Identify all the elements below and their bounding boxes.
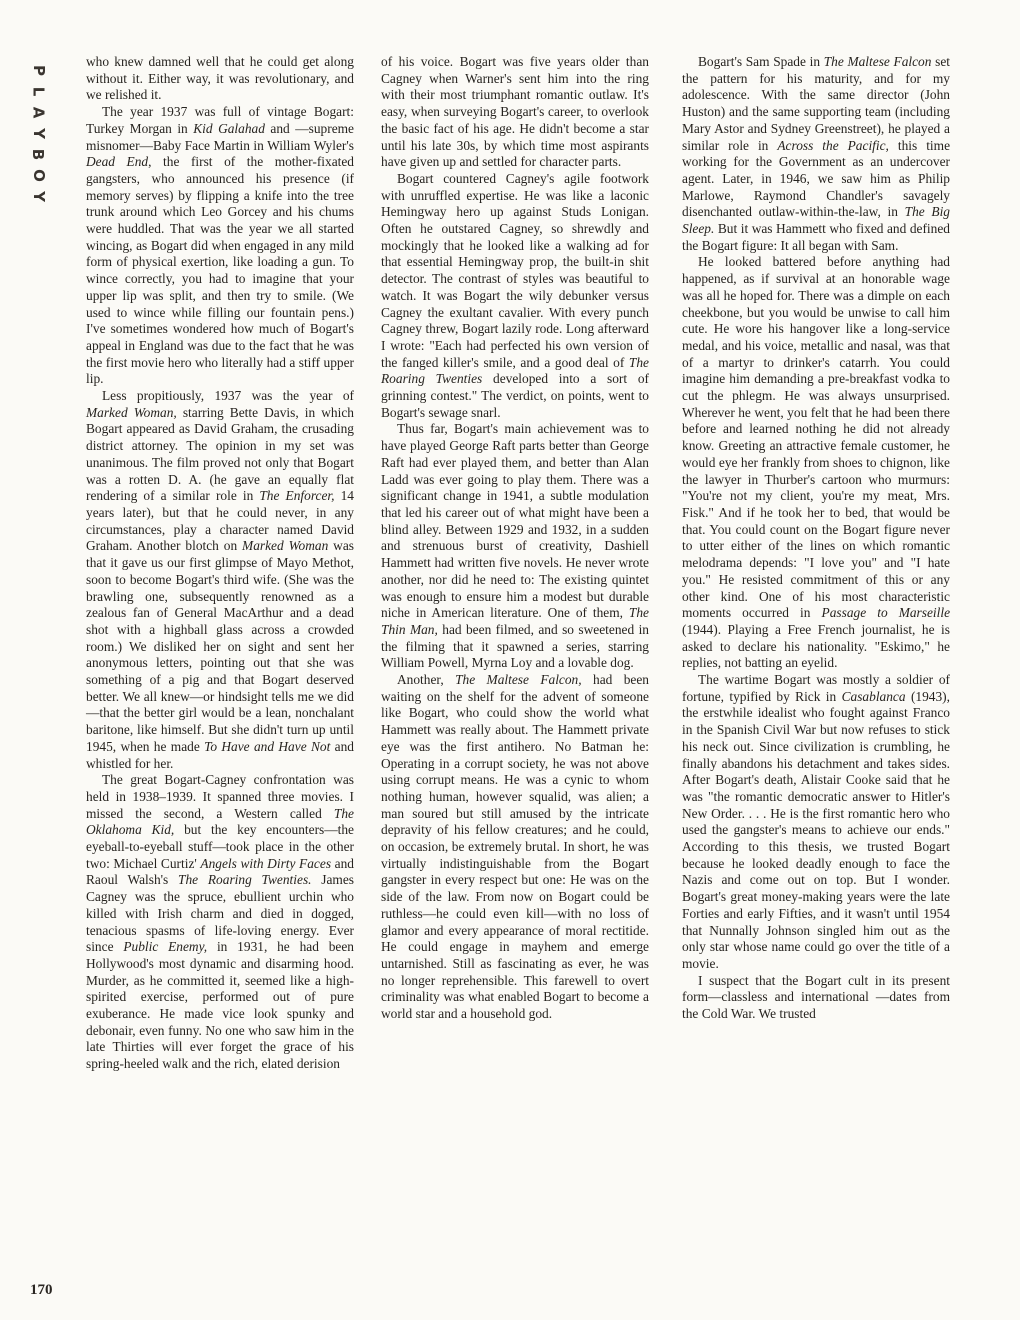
article-paragraph: The wartime Bogart was mostly a soldier of fortune, typified by Rick in Casablanca (1943), the erstwhile idealist who fought against Franco in the Spanish Civil War but now refuses to stick his neck out. Since civilization is crumbling, he finally abandons his detachment and takes sides. After Bogart's death, Alistair Cooke said that he was "the romantic democratic answer to Hitler's New Order. . . . He is the first romantic hero who used the gangster's means to achieve our ends." According to this thesis, we trusted Bogart because he looked deadly enough to face the Nazis and come out on top. But I wonder. Bogart's great money-making years were the late Forties and early Fifties, and it wasn't until 1954 that Nunnally Johnson singled him out as the only star whose name could go over the title of a movie. (682, 672, 950, 971)
article-paragraph: The year 1937 was full of vintage Bogart: Turkey Morgan in Kid Galahad and —supreme misnomer—Baby Face Martin in William Wyler's Dead End, the first of the mother-fixated gangsters, who announced his presence (if memory serves) by flipping a knife into the tree trunk around which Leo Gorcey and his chums were huddled. That was the year we all started wincing, as Bogart did when engaged in any mild form of physical exertion, like loading a gun. To wince correctly, you had to imagine that your upper lip was split, and then try to smile. (We used to wince while filling our fountain pens.) I've sometimes wondered how much of Bogart's appeal in England was due to the fact that he was the first movie hero who literally had a stiff upper lip. (86, 104, 354, 387)
text-column-3 (682, 54, 950, 1023)
text-column-2 (381, 54, 649, 1023)
masthead-letter: A (29, 106, 48, 119)
article-paragraph: Bogart's Sam Spade in The Maltese Falcon set the pattern for his maturity, and for my adolescence. With the same director (John Huston) and the same supporting team (including Mary Astor and Sydney Greenstreet), he played a similar role in Across the Pacific, this time working for the Government as an undercover agent. Later, in 1946, we saw him as Philip Marlowe, Raymond Chandler's savagely disenchanted outlaw-within-the-law, in The Big Sleep. But it was Hammett who fixed and defined the Bogart figure: It all began with Sam. (682, 54, 951, 253)
article-paragraph: Thus far, Bogart's main achievement was to have played George Raft parts better than George Raft had ever played them, and better than Alan Ladd was ever going to play them. There was a significant change in 1941, a subtle modulation that led his career out of what might have been a blind alley. Between 1929 and 1932, in a sudden and strenuous burst of creativity, Dashiell Hammett had written five novels. He never wrote another, nor did he need to: The existing quintet was enough to ensure him a modest but durable niche in American literature. One of them, The Thin Man, had been filmed, and so sweetened in the filming that it spawned a series, starring William Powell, Myrna Loy and a lovable dog. (381, 421, 649, 671)
article-paragraph: Less propitiously, 1937 was the year of Marked Woman, starring Bette Davis, in which Bogart appeared as David Graham, the crusading district attorney. The opinion in my set was unanimous. The film proved not only that Bogart was a rotten D. A. (he gave an equally flat rendering of a similar role in The Enforcer, 14 years later), but that he could never, in any circumstances, play a character named David Graham. Another blotch on Marked Woman was that it gave us our first glimpse of Mayo Methot, soon to become Bogart's third wife. (She was the brawling one, subsequently renowned as a zealous fan of General MacArthur and a dead shot with a highball glass across a crowded room.) We disliked her on sight and sent her anonymous letters, pointing out that she was something of a pig and that Bogart deserved better. We all knew—or hindsight tells me we did—that the better girl would be a lean, nonchalant baritone, like himself. But she didn't turn up until 1945, when he made To Have and Have Not and whistled for her. (86, 388, 354, 771)
magazine-masthead (26, 60, 50, 207)
article-paragraph: who knew damned well that he could get along without it. Either way, it was revolutionary, and we relished it. (86, 54, 354, 103)
article-paragraph: The great Bogart-Cagney confrontation was held in 1938–1939. It spanned three movies. I missed the second, a Western called The Oklahoma Kid, but the key encounters—the eyeball-to-eyeball stuff—took place in the other two: Michael Curtiz' Angels with Dirty Faces and Raoul Walsh's The Roaring Twenties. James Cagney was the spruce, ebullient urchin who killed with Irish charm and died in dogged, tenacious spasms of life-loving energy. Ever since Public Enemy, in 1931, he had been Hollywood's most dynamic and disarming hood. Murder, as he committed it, seemed like a high-spirited exercise, performed out of pure exuberance. He made vice look spunky and debonair, even funny. No one who saw him in the late Thirties will ever forget the grace of his spring-heeled walk and the rich, elated derision (86, 772, 355, 1072)
masthead-letter: P (29, 65, 48, 76)
article-paragraph: I suspect that the Bogart cult in its present form—classless and international —dates from the Cold War. We trusted (682, 972, 950, 1022)
article-paragraph: Another, The Maltese Falcon, had been waiting on the shelf for the advent of someone like Bogart, who could show the world what Hammett was really about. The Hammett private eye was the first antihero. No Batman he: Operating in a corrupt society, he was not above using corrupt means. He was a cynic to whom nothing human, however squalid, was alien; a man soured but still amused by the intricate depravity of his fellow creatures; and he could, on occasion, be extremely brutal. In short, he was virtually indistinguishable from the Bogart gangster in every respect but one: He was on the side of the law. From now on Bogart could be ruthless—he could even kill—with no loss of glamor and every appearance of moral rectitide. He could engage in mayhem and emerge untarnished. Still as fascinating as ever, he was no longer reprehensible. This farewell to overt criminality was what enabled Bogart to become a world star and a household god. (381, 672, 649, 1022)
text-column-1 (86, 54, 354, 1073)
page-number: 170 (30, 1282, 53, 1298)
masthead-letter: B (29, 148, 48, 161)
masthead-letter: Y (29, 128, 48, 139)
article-paragraph: of his voice. Bogart was five years older than Cagney when Warner's sent him into the ring with their most triumphant romantic outlaw. It's easy, when surveying Bogart's career, to overlook the basic fact of his age. He didn't become a star until his late 30s, by which time most aspirants have given up and settled for character parts. (381, 54, 649, 170)
masthead-letter: O (29, 169, 48, 182)
masthead-letter: Y (29, 191, 48, 202)
masthead-letter: L (29, 86, 48, 97)
article-paragraph: He looked battered before anything had happened, as if survival at an honorable wage was all he hoped for. There was a dimple on each cheekbone, but you would be unwise to call him cute. He wore his hangover like a long-service medal, and his voice, metallic and nasal, was that of a martyr to drinker's catarrh. You could imagine him demanding a pre-breakfast vodka to cut the phlegm. He was always unsurprised. Wherever he went, you felt that he had been there before and learned nothing he did not already know. Greeting an attractive female customer, he would eye her frankly from shoes to chignon, like the lawyer in Thurber's cartoon who murmurs: "You're not my client, you're my meat, Mrs. Fisk." And if he took her to bed, that would be that. You could count on the Bogart figure never to utter either of the lines on which romantic melodrama depends: "I love you" and "I hate you." He resisted commitment of this or any other kind. One of his most characteristic moments occurred in Passage to Marseille (1944). Playing a Free French journalist, he is asked to declare his nationality. "Eskimo," he replies, not batting an eyelid. (682, 254, 951, 671)
article-paragraph: Bogart countered Cagney's agile footwork with unruffled expertise. He was like a laconic Hemingway hero up against Studs Lonigan. Often he outstared Cagney, so shrewdly and mockingly that he looked like a walking ad for that essential Hemingway prop, the built-in shit detector. The contrast of styles was beautiful to watch. It was Bogart the wily debunker versus Cagney the exultant cavalier. With every punch Cagney threw, Bogart lazily rode. Long afterward I wrote: "Each had perfected his own version of the fanged killer's smile, and a good deal of The Roaring Twenties developed into a sort of grinning contest." The verdict, on points, went to Bogart's sewage snarl. (381, 170, 650, 420)
